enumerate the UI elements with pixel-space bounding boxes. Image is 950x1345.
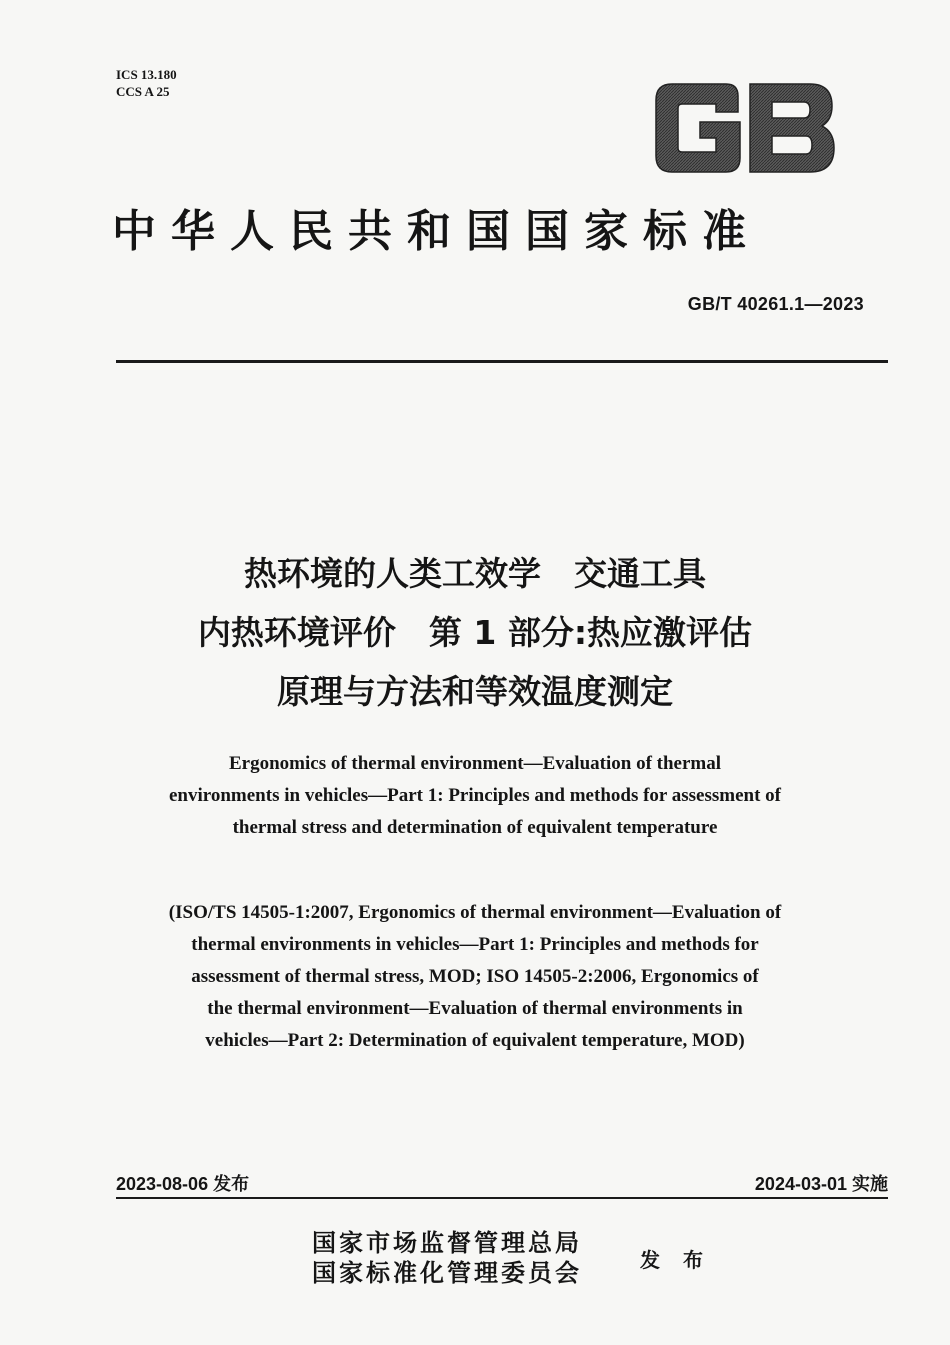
english-title-line: Ergonomics of thermal environment—Evaluation of thermal [228,753,722,774]
issuing-authorities [312,1228,582,1288]
chinese-title-line: 内热环境评价 第 1 部分:热应激评估 [197,613,753,652]
iso-reference [0,897,950,1057]
gb-logo-icon [650,78,838,178]
chinese-title-line: 热环境的人类工效学 交通工具 [244,554,706,593]
english-title-line: thermal stress and determination of equivalent temperature [232,817,718,838]
chinese-title-line: 原理与方法和等效温度测定 [277,672,673,711]
footer-divider [116,1197,888,1199]
iso-reference-line: the thermal environment—Evaluation of thermal environments in [207,998,743,1019]
implementation-date: 2024-03-01 实施 [754,1174,888,1194]
iso-reference-line: vehicles—Part 2: Determination of equivalent temperature, MOD) [205,1030,745,1051]
iso-reference-line: thermal environments in vehicles—Part 1: Principles and methods for [191,934,759,955]
classification-codes [116,66,177,100]
standard-number: GB/T 40261.1—2023 [687,294,864,314]
header-divider [116,360,888,363]
english-title [0,748,950,844]
ccs-code: CCS A 25 [116,84,170,99]
chinese-title [0,544,950,721]
national-standard-title: 中华人民共和国国家标准 [112,206,761,257]
issue-date: 2023-08-06 发布 [116,1174,250,1194]
ics-code: ICS 13.180 [116,67,177,82]
english-title-line: environments in vehicles—Part 1: Principles and methods for assessment of [168,785,782,806]
issuer-line: 国家市场监督管理总局 [312,1228,582,1257]
publish-label: 发 布 [640,1248,711,1272]
iso-reference-line: assessment of thermal stress, MOD; ISO 14505-2:2006, Ergonomics of [191,966,759,987]
issuer-line: 国家标准化管理委员会 [312,1258,582,1287]
iso-reference-line: (ISO/TS 14505-1:2007, Ergonomics of thermal environment—Evaluation of [168,902,782,923]
